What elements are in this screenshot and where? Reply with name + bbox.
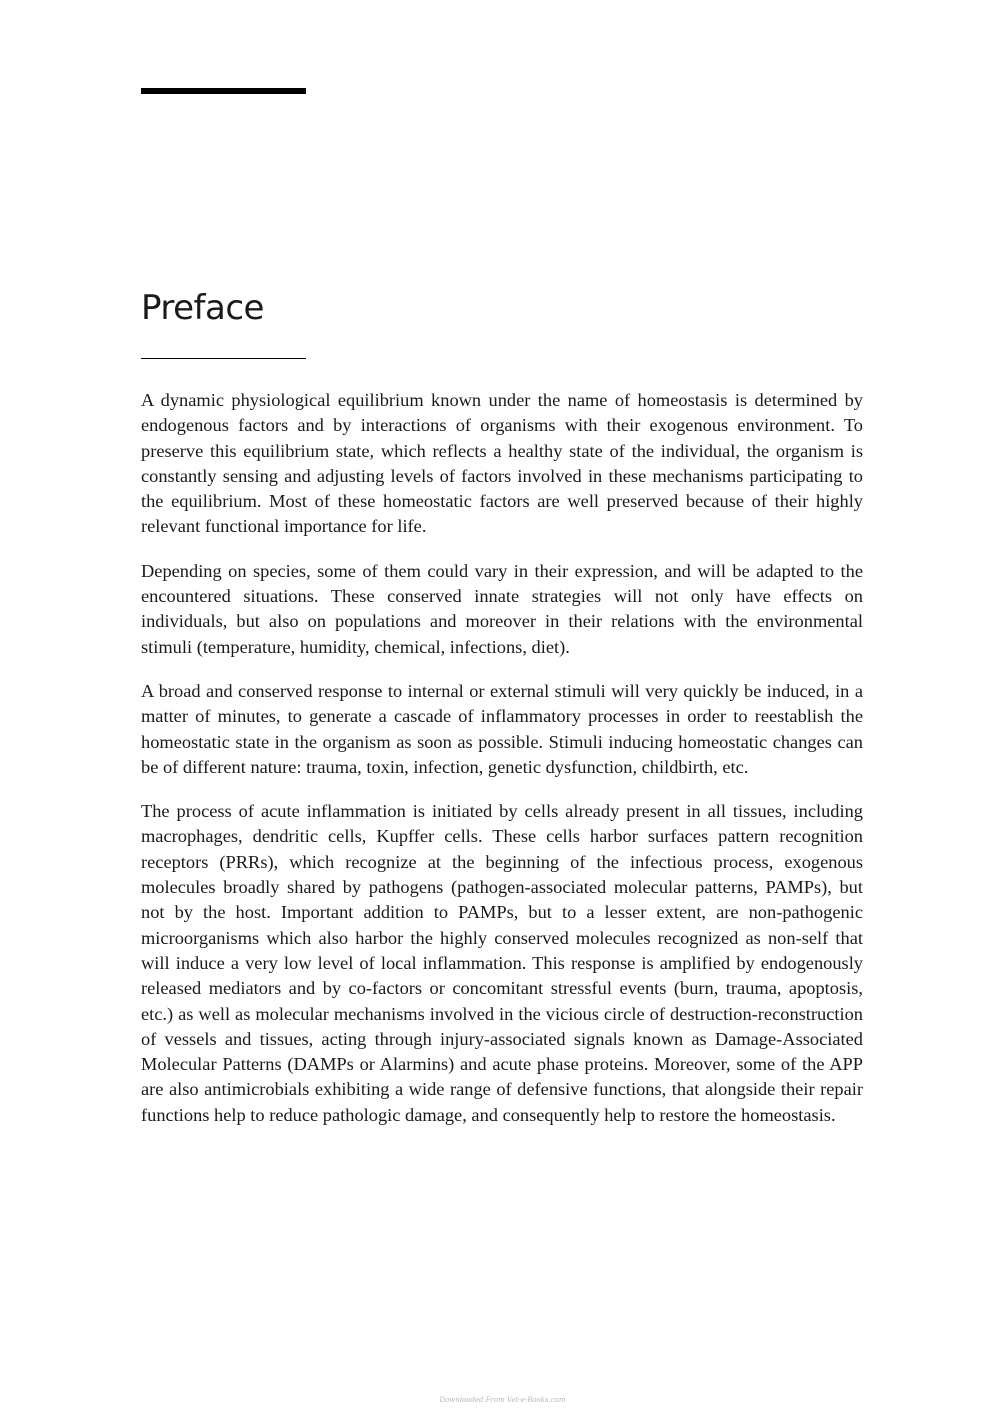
title-underline-rule [141, 358, 306, 359]
paragraph-1: A dynamic physiological equilibrium known under the name of homeostasis is determined by endogenous factors and by interactions of organisms with their exogenous environment. To preserve this equilibrium state, which reflects a healthy state of the individual, the organism is constantly sensing and adjusting levels of factors involved in these mechanisms participating to the equilibrium. Most of these homeostatic factors are well preserved because of their highly relevant functional importance for life. [141, 390, 863, 537]
preface-body [141, 388, 863, 1147]
download-watermark: Downloaded From Vet-e-Books.com [439, 1396, 566, 1404]
paragraph-4: The process of acute inflammation is initiated by cells already present in all tissues, including macrophages, dendritic cells, Kupffer cells. These cells harbor surfaces pattern recognition receptors (PRRs), which recognize at the beginning of the infectious process, exogenous molecules broadly shared by pathogens (pathogen-associated molecular patterns, PAMPs), but not by the host. Important addition to PAMPs, but to a lesser extent, are non-pathogenic microorganisms which also harbor the highly conserved molecules recognized as non-self that will induce a very low level of local inflammation. This response is amplified by endogenously released mediators and by co-factors or concomitant stressful events (burn, trauma, apoptosis, etc.) as well as molecular mechanisms involved in the vicious circle of destruction-reconstruction of vessels and tissues, acting through injury-associated signals known as Damage-Associated Molecular Patterns (DAMPs or Alarmins) and acute phase proteins. Moreover, some of the APP are also antimicrobials exhibiting a wide range of defensive functions, that alongside their repair functions help to reduce pathologic damage, and consequently help to restore the homeostasis. [141, 801, 863, 1125]
page-title: Preface [141, 288, 264, 328]
paragraph-2: Depending on species, some of them could vary in their expression, and will be adapted to the encountered situations. These conserved innate strategies will not only have effects on individuals, but also on populations and moreover in their relations with the environmental stimuli (temperature, humidity, chemical, infections, diet). [141, 560, 863, 657]
paragraph-3: A broad and conserved response to internal or external stimuli will very quickly be induced, in a matter of minutes, to generate a cascade of inflammatory processes in order to reestablish the homeostatic state in the organism as soon as possible. Stimuli inducing homeostatic changes can be of different nature: trauma, toxin, infection, genetic dysfunction, childbirth, etc. [141, 680, 863, 777]
top-decorative-rule [141, 88, 306, 94]
